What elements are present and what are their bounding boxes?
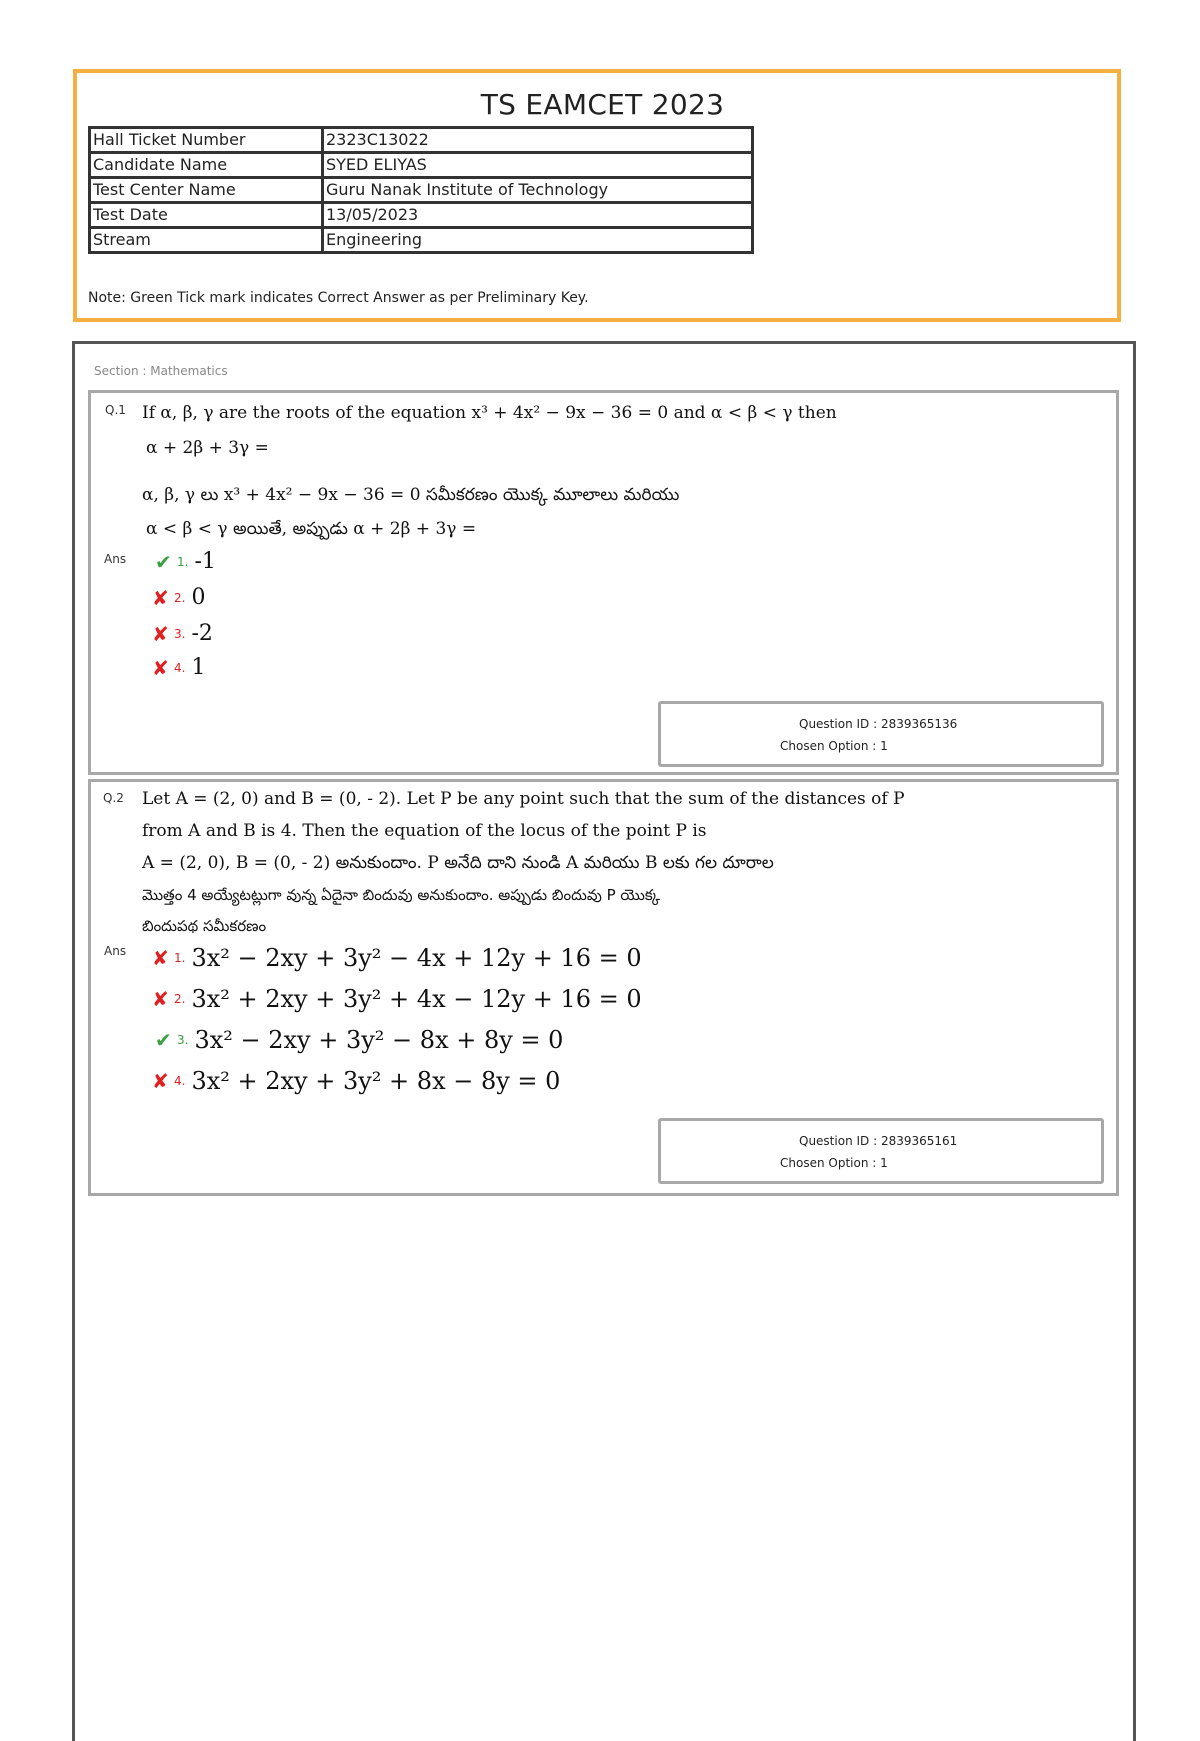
option-number: 1.: [177, 554, 189, 569]
test-center-value: Guru Nanak Institute of Technology: [323, 178, 753, 203]
question-2-option-4: [152, 1067, 560, 1095]
option-text: 1: [191, 655, 206, 680]
question-2-option-1: [152, 944, 642, 972]
stream-value: Engineering: [323, 228, 753, 253]
candidate-name-label: Candidate Name: [90, 153, 323, 178]
hall-ticket-value: 2323C13022: [323, 128, 753, 153]
question-1-option-1: [155, 549, 216, 574]
question-id-label: Question ID :: [799, 1134, 878, 1148]
table-row: [90, 178, 753, 203]
test-date-value: 13/05/2023: [323, 203, 753, 228]
question-2-text-en-2: from A and B is 4. Then the equation of the locus of the point P is: [142, 821, 707, 841]
question-1-text-en-1: If α, β, γ are the roots of the equation x³ + 4x² − 9x − 36 = 0 and α < β < γ then: [142, 403, 837, 423]
cross-icon: ✘: [152, 946, 169, 970]
question-id-value: 2839365136: [880, 717, 958, 731]
cross-icon: ✘: [152, 621, 169, 646]
section-label: Section : Mathematics: [94, 364, 228, 378]
question-number: Q.2: [103, 791, 124, 805]
question-number: Q.1: [105, 403, 126, 417]
question-id-label: Question ID :: [799, 717, 878, 731]
stream-label: Stream: [90, 228, 323, 253]
option-number: 3.: [174, 626, 186, 641]
question-id-line: [799, 1134, 957, 1148]
option-text: 3x² + 2xy + 3y² + 8x − 8y = 0: [191, 1067, 561, 1095]
option-number: 2.: [174, 590, 186, 605]
question-1-text-te-1: α, β, γ లు x³ + 4x² − 9x − 36 = 0 సమీకరణం యొక్క మూలాలు మరియు: [142, 485, 680, 505]
hall-ticket-label: Hall Ticket Number: [90, 128, 323, 153]
answer-label: Ans: [104, 944, 127, 958]
candidate-name-value: SYED ELIYAS: [323, 153, 753, 178]
table-row: [90, 203, 753, 228]
exam-title: TS EAMCET 2023: [480, 88, 725, 121]
cross-icon: ✘: [152, 585, 169, 610]
cross-icon: ✘: [152, 1069, 169, 1093]
question-2-option-3: [155, 1026, 563, 1054]
answer-key-note: Note: Green Tick mark indicates Correct Answer as per Preliminary Key.: [88, 290, 589, 306]
option-text: -1: [194, 549, 216, 574]
option-text: 0: [191, 585, 206, 610]
table-row: [90, 128, 753, 153]
question-2-text-te-3: బిందుపథ సమీకరణం: [142, 917, 267, 935]
test-center-label: Test Center Name: [90, 178, 323, 203]
question-1-option-2: [152, 585, 205, 610]
option-number: 2.: [174, 992, 186, 1006]
option-text: -2: [191, 621, 213, 646]
option-number: 4.: [174, 1074, 186, 1088]
option-number: 3.: [177, 1033, 189, 1047]
chosen-option-value: 1: [880, 739, 888, 753]
option-number: 4.: [174, 660, 186, 675]
chosen-option-value: 1: [880, 1156, 888, 1170]
chosen-option-label: Chosen Option :: [780, 1156, 877, 1170]
test-date-label: Test Date: [90, 203, 323, 228]
cross-icon: ✘: [152, 987, 169, 1011]
check-icon: ✔: [155, 1028, 172, 1052]
cross-icon: ✘: [152, 655, 169, 680]
option-number: 1.: [174, 951, 186, 965]
question-1-text-en-2: α + 2β + 3γ =: [146, 438, 269, 458]
question-2-text-en-1: Let A = (2, 0) and B = (0, - 2). Let P be any point such that the sum of the distances of P: [142, 789, 905, 809]
chosen-option-line: [780, 1156, 888, 1170]
question-2-option-2: [152, 985, 642, 1013]
chosen-option-label: Chosen Option :: [780, 739, 877, 753]
option-text: 3x² − 2xy + 3y² − 8x + 8y = 0: [194, 1026, 564, 1054]
chosen-option-line: [780, 739, 888, 753]
candidate-details-table: [88, 126, 754, 254]
question-1-option-4: [152, 655, 205, 680]
check-icon: ✔: [155, 549, 172, 574]
question-1-text-te-2: α < β < γ అయితే, అప్పుడు α + 2β + 3γ =: [146, 519, 477, 539]
question-2-text-te-1: A = (2, 0), B = (0, - 2) అనుకుందాం. P అనేది దాని నుండి A మరియు B లకు గల దూరాల: [142, 853, 774, 873]
table-row: [90, 228, 753, 253]
table-row: [90, 153, 753, 178]
question-1-option-3: [152, 621, 213, 646]
option-text: 3x² + 2xy + 3y² + 4x − 12y + 16 = 0: [191, 985, 642, 1013]
question-1-info-box: [658, 701, 1104, 767]
question-2-text-te-2: మొత్తం 4 అయ్యేటట్లుగా వున్న ఏదైనా బిందువు అనుకుందాం. అప్పుడు బిందువు P యొక్క: [142, 886, 660, 904]
answer-label: Ans: [104, 552, 127, 566]
question-id-value: 2839365161: [880, 1134, 958, 1148]
question-2-info-box: [658, 1118, 1104, 1184]
option-text: 3x² − 2xy + 3y² − 4x + 12y + 16 = 0: [191, 944, 642, 972]
question-id-line: [799, 717, 957, 731]
